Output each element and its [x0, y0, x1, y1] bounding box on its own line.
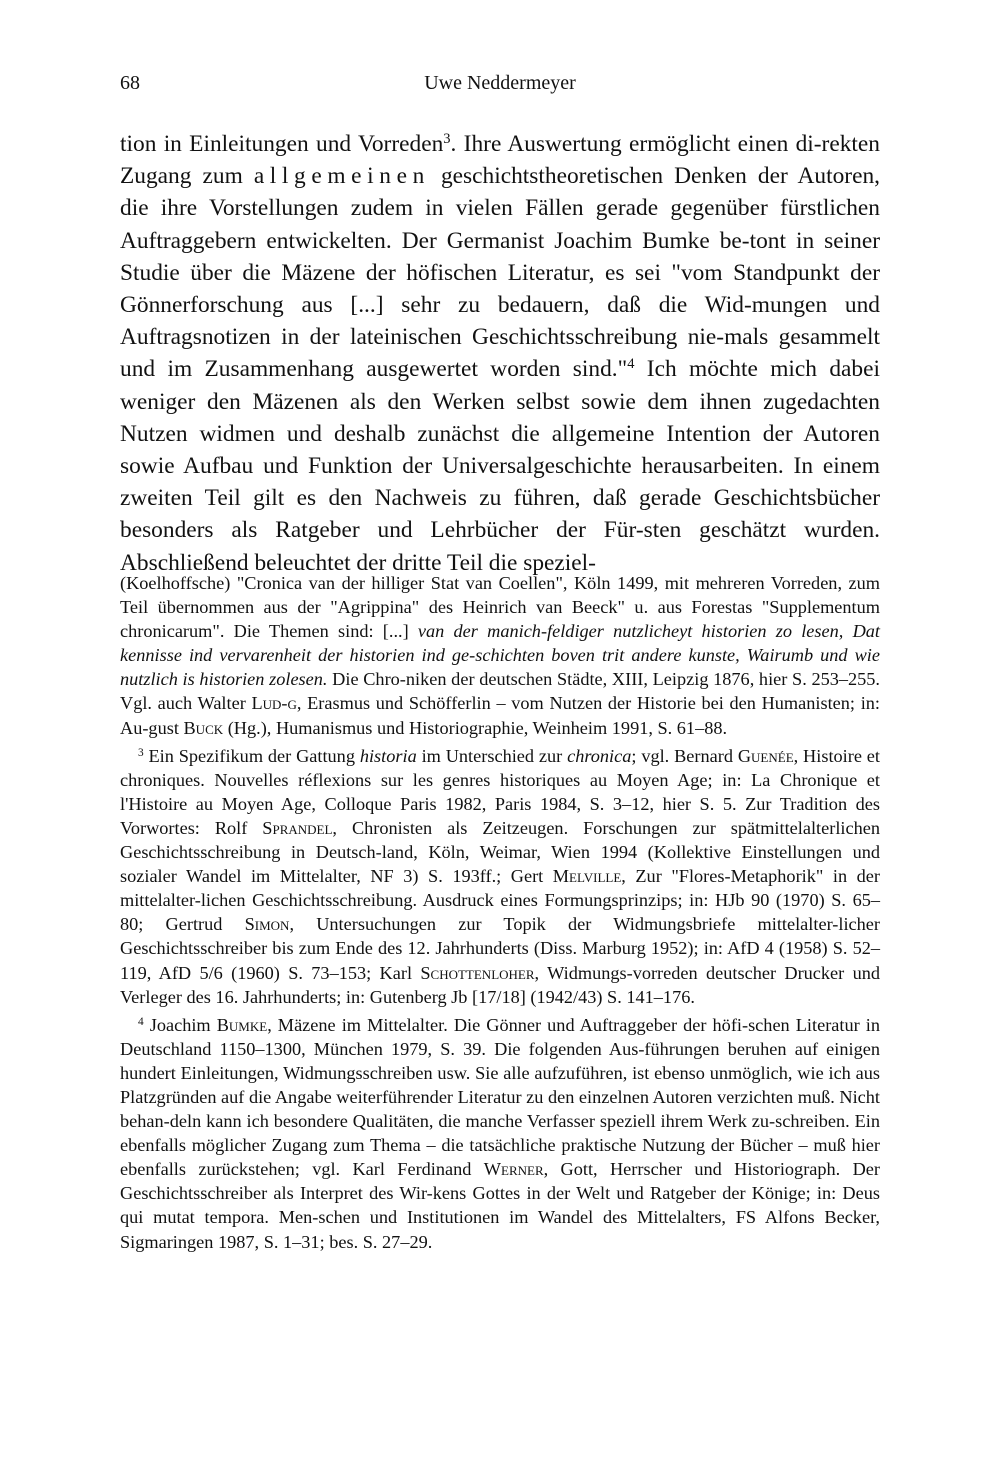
- author-name: Guenée: [737, 745, 794, 766]
- footnote-italic: historia: [359, 745, 417, 766]
- footnote-ref-4: 4: [627, 356, 635, 373]
- footnote-text: , Mäzene im Mittelalter. Die Gönner und Auftraggeber der höfi-schen Literatur in Deutschland 1150–1300, München 1979, S. 39. Die folgenden Aus-führungen beruhen auf einigen hundert Einleitungen, Widmungsschreiben usw. Sie alle aufzuführen, ist ebenso unmöglich, wie ich aus Platzgründen auf die Angabe weiterführender Literatur zu den einzelnen Autoren verzichten muß. Nicht behan-deln kann ich besondere Qualitäten, die manche Verfasser speziell ihrem Werk zu-schreiben. Ein ebenfalls möglicher Zugang zum Thema – die tatsächliche praktische Nutzung der Bücher – muß hier ebenfalls zurückstehen; vgl. Karl Ferdinand: [120, 1014, 880, 1180]
- text-run: geschichtstheoretischen Denken der Autoren, die ihre Vorstellungen zudem in vielen Fällen gerade gegenüber fürstlichen Auftraggebern entwickelten. Der Germanist Joachim Bumke be-tont in seiner Studie über die Mäzene der höfischen Literatur, es sei "vom Standpunkt der Gönnerforschung aus [...] sehr zu bedauern, daß die Wid-mungen und Auftragsnotizen in der lateinischen Geschichtsschreibung nie-mals gesammelt und im Zusammenhang ausgewertet worden sind.": [120, 163, 881, 383]
- footnote-text: Ein Spezifikum der Gattung: [143, 745, 360, 766]
- main-text: [120, 128, 880, 579]
- page-number: 68: [120, 72, 140, 94]
- footnote-text: , Chronisten als Zeitzeugen. Forschungen zur spätmittelalterlichen Geschichtsschreibung in Deutsch-land, Köln, Weimar, Wien 1994 (Kollektive Einstellungen und sozialer Wandel im Mittelalter, NF 3) S. 193ff.; Gert: [120, 817, 880, 887]
- footnote-text: ; vgl. Bernard: [631, 745, 738, 766]
- author-name: Melville: [552, 866, 622, 887]
- footnote-text: , Untersuchungen zur Topik der Widmungsbriefe mittelalter-licher Geschichtsschreiber bis zum Ende des 12. Jahrhunderts (Diss. Marburg 1952); in: AfD 4 (1958) S. 52–119, AfD 5/6 (1960) S. 73–153; Karl: [120, 914, 880, 983]
- footnote-number: 3: [138, 746, 144, 759]
- footnote-text: Die Chro-niken der deutschen Städte, XIII, Leipzig 1876, hier S. 253–255. Vgl. auch Walter: [120, 669, 880, 714]
- footnote-number: 4: [138, 1015, 144, 1028]
- body-paragraph: [120, 128, 880, 579]
- footnote-text: Joachim: [143, 1014, 217, 1035]
- footnote-continuation: [120, 571, 880, 740]
- footnote-4: [120, 1013, 880, 1254]
- footnote-text: , Zur "Flores-Metaphorik" in der mittelalter-lichen Geschichtsschreibung. Ausdruck eines Formungsprinzips; in: HJb 90 (1970) S. 65–80; Gertrud: [120, 866, 880, 935]
- running-head-author: Uwe Neddermeyer: [424, 72, 576, 94]
- footnote-italic: van der manich-feldiger nutzlicheyt historien zo lesen, Dat kennisse ind vervarenheit der historien ind ge-schichten boven trit andere kunste, Wairumb und wie nutzlich is historien zolesen.: [120, 621, 880, 690]
- author-name: Schottenloher: [420, 962, 535, 983]
- footnote-3: [120, 744, 880, 1009]
- author-name: Bumke: [216, 1014, 268, 1035]
- footnote-text: , Gott, Herrscher und Historiograph. Der Geschichtsschreiber als Interpret des Wir-kens Gottes in der Welt und Ratgeber der Könige; in: Deus qui mutat tempora. Men-schen und Institutionen im Wandel des Mittelalters, FS Alfons Becker, Sigmaringen 1987, S. 1–31; bes. S. 27–29.: [120, 1159, 880, 1252]
- footnote-ref-3: 3: [443, 131, 451, 148]
- author-name: Werner: [483, 1159, 544, 1180]
- author-name: Sprandel: [262, 817, 333, 838]
- footnote-text: , Widmungs-vorreden deutscher Drucker und Verleger des 16. Jahrhunderts; in: Gutenberg Jb [17/18] (1942/43) S. 141–176.: [120, 962, 881, 1007]
- footnote-text: (Koelhoffsche) "Cronica van der hilliger Stat van Coellen", Köln 1499, mit mehreren Vorreden, zum Teil übernommen aus der "Agrippina" des Heinrich van Beeck" u. aus Forestas "Supplementum chronicarum". Die Themen sind: [...]: [120, 573, 880, 642]
- text-run: Ich möchte mich dabei weniger den Mäzenen als den Werken selbst sowie dem ihnen zugedachten Nutzen widmen und deshalb zunächst die allgemeine Intention der Autoren sowie Aufbau und Funktion der Universalgeschichte herausarbeiten. In einem zweiten Teil gilt es den Nachweis zu führen, daß gerade Geschichtsbücher besonders als Ratgeber und Lehrbücher der Für-sten geschätzt wurden. Abschließend beleuchtet der dritte Teil die speziel-: [120, 356, 881, 576]
- text-run: tion in Einleitungen und Vorreden: [120, 131, 444, 157]
- spaced-emphasis: allgemeinen: [253, 163, 430, 190]
- author-name: Buck: [183, 717, 224, 738]
- author-name: Lud-g: [251, 693, 297, 714]
- footnote-text: , Erasmus und Schöfferlin – vom Nutzen der Historie bei den Humanisten; in: Au-gust: [120, 693, 880, 738]
- footnotes: [120, 571, 880, 1254]
- footnote-text: (Hg.), Humanismus und Historiographie, Weinheim 1991, S. 61–88.: [223, 717, 728, 738]
- page-header: [120, 72, 880, 104]
- author-name: Simon: [244, 914, 290, 935]
- footnote-italic: chronica: [567, 745, 632, 766]
- text-run: . Ihre Auswertung ermöglicht einen di-rekten Zugang zum: [120, 131, 880, 190]
- footnote-text: , Histoire et chroniques. Nouvelles réflexions sur les genres historiques au Moyen Age; in: La Chronique et l'Histoire au Moyen Age, Colloque Paris 1982, Paris 1984, S. 3–12, hier S. 5. Zur Tradition des Vorwortes: Rolf: [120, 745, 880, 838]
- footnote-text: im Unterschied zur: [416, 745, 568, 766]
